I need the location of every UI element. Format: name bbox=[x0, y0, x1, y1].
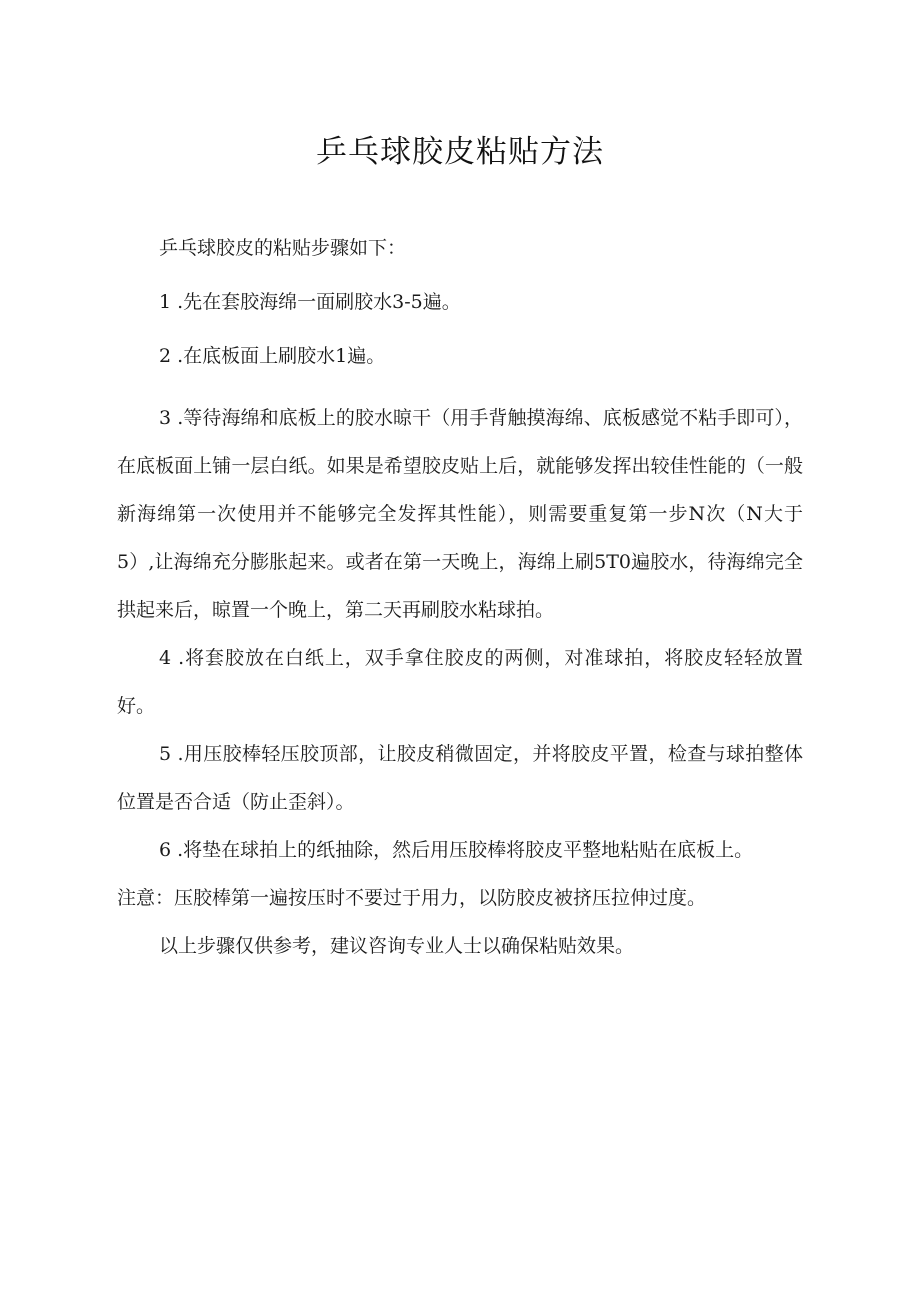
document-body bbox=[117, 224, 803, 970]
document-title: 乒乓球胶皮粘贴方法 bbox=[316, 134, 604, 170]
step-3-paragraph: 3 .等待海绵和底板上的胶水晾干（用手背触摸海绵、底板感觉不粘手即可），在底板面上铺一层白纸。如果是希望胶皮贴上后，就能够发挥出较佳性能的（一般新海绵第一次使用并不能够完全发挥其性能），则需要重复第一步N次（N大于5）,让海绵充分膨胀起来。或者在第一天晚上，海绵上刷5T0遍胶水，待海绵完全拱起来后，晾置一个晚上，第二天再刷胶水粘球拍。 bbox=[117, 407, 803, 621]
step-4-paragraph: 4 .将套胶放在白纸上，双手拿住胶皮的两侧，对准球拍，将胶皮轻轻放置好。 bbox=[117, 647, 803, 717]
note-paragraph: 注意：压胶棒第一遍按压时不要过于用力，以防胶皮被挤压拉伸过度。 bbox=[117, 887, 707, 909]
step-6-paragraph: 6 .将垫在球拍上的纸抽除，然后用压胶棒将胶皮平整地粘贴在底板上。 bbox=[159, 839, 754, 861]
step-1-paragraph: 1 .先在套胶海绵一面刷胶水3-5遍。 bbox=[159, 291, 461, 313]
intro-paragraph: 乒乓球胶皮的粘贴步骤如下： bbox=[159, 237, 407, 259]
step-2-paragraph: 2 .在底板面上刷胶水1遍。 bbox=[159, 345, 386, 367]
closing-paragraph: 以上步骤仅供参考，建议咨询专业人士以确保粘贴效果。 bbox=[159, 935, 635, 957]
step-5-paragraph: 5 .用压胶棒轻压胶顶部，让胶皮稍微固定，并将胶皮平置，检查与球拍整体位置是否合适（防止歪斜）。 bbox=[117, 743, 803, 813]
